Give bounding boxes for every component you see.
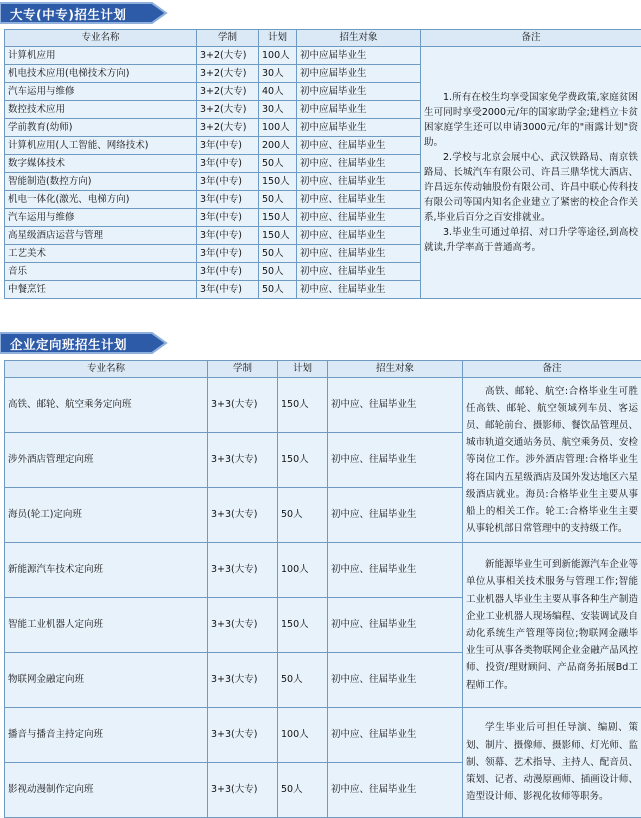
cell-target: 初中应、往届毕业生 bbox=[297, 263, 421, 281]
cell-duration: 3+2(大专) bbox=[197, 65, 259, 83]
cell-duration: 3+3(大专) bbox=[208, 433, 278, 488]
header-notes: 备注 bbox=[463, 361, 641, 378]
cell-duration: 3年(中专) bbox=[197, 137, 259, 155]
cell-major: 机电一体化(激光、电梯方向) bbox=[5, 191, 197, 209]
header-notes: 备注 bbox=[421, 30, 641, 47]
table-row bbox=[5, 543, 641, 598]
cell-duration: 3+3(大专) bbox=[208, 378, 278, 433]
cell-plan: 50人 bbox=[259, 155, 297, 173]
section2-banner bbox=[0, 332, 170, 354]
cell-duration: 3+2(大专) bbox=[197, 83, 259, 101]
cell-target: 初中应、往届毕业生 bbox=[328, 543, 463, 598]
section1-title: 大专(中专)招生计划 bbox=[10, 5, 126, 23]
cell-target: 初中应、往届毕业生 bbox=[328, 598, 463, 653]
cell-target: 初中应、往届毕业生 bbox=[297, 137, 421, 155]
cell-plan: 150人 bbox=[259, 209, 297, 227]
header-duration: 学制 bbox=[208, 361, 278, 378]
cell-target: 初中应届毕业生 bbox=[297, 83, 421, 101]
cell-duration: 3+2(大专) bbox=[197, 47, 259, 65]
cell-duration: 3+2(大专) bbox=[197, 119, 259, 137]
cell-target: 初中应、往届毕业生 bbox=[297, 245, 421, 263]
cell-major: 智能制造(数控方向) bbox=[5, 173, 197, 191]
cell-plan: 50人 bbox=[259, 263, 297, 281]
note-paragraph: 2.学校与北京会展中心、武汉铁路局、南京铁路局、长城汽车有限公司、许昌三鼎华忧大酒店、许昌远东传动轴股份有限公司、许昌中联心传科技有限公司等国内知名企业建立了紧密的校企合作关系,毕业后百分之百安排就业。 bbox=[424, 150, 638, 225]
cell-target: 初中应、往届毕业生 bbox=[297, 173, 421, 191]
cell-target: 初中应、往届毕业生 bbox=[297, 227, 421, 245]
cell-major: 计算机应用(人工智能、网络技术) bbox=[5, 137, 197, 155]
cell-major: 影视动漫制作定向班 bbox=[5, 763, 208, 818]
cell-major: 工艺美术 bbox=[5, 245, 197, 263]
header-target: 招生对象 bbox=[328, 361, 463, 378]
cell-target: 初中应、往届毕业生 bbox=[328, 708, 463, 763]
cell-plan: 50人 bbox=[259, 281, 297, 299]
cell-plan: 30人 bbox=[259, 65, 297, 83]
note-paragraph: 1.所有在校生均享受国家免学费政策,家庭贫困生可同时享受2000元/年的国家助学金;建档立卡贫困家庭学生还可以申请3000元/年的"雨露计划"资助。 bbox=[424, 90, 638, 150]
cell-duration: 3+3(大专) bbox=[208, 543, 278, 598]
cell-target: 初中应届毕业生 bbox=[297, 101, 421, 119]
cell-plan: 150人 bbox=[278, 433, 328, 488]
header-major: 专业名称 bbox=[5, 30, 197, 47]
section1-table bbox=[4, 29, 641, 299]
cell-target: 初中应、往届毕业生 bbox=[297, 281, 421, 299]
cell-major: 高星级酒店运营与管理 bbox=[5, 227, 197, 245]
cell-duration: 3年(中专) bbox=[197, 155, 259, 173]
cell-duration: 3年(中专) bbox=[197, 191, 259, 209]
cell-plan: 100人 bbox=[278, 708, 328, 763]
cell-plan: 150人 bbox=[278, 378, 328, 433]
cell-plan: 100人 bbox=[259, 119, 297, 137]
header-target: 招生对象 bbox=[297, 30, 421, 47]
cell-major: 高铁、邮轮、航空乘务定向班 bbox=[5, 378, 208, 433]
table-header-row bbox=[5, 30, 641, 47]
cell-major: 智能工业机器人定向班 bbox=[5, 598, 208, 653]
section1-banner bbox=[0, 2, 170, 24]
header-plan: 计划 bbox=[259, 30, 297, 47]
cell-plan: 50人 bbox=[278, 653, 328, 708]
cell-plan: 50人 bbox=[278, 763, 328, 818]
cell-plan: 150人 bbox=[259, 173, 297, 191]
cell-duration: 3年(中专) bbox=[197, 209, 259, 227]
section2-title: 企业定向班招生计划 bbox=[10, 335, 127, 353]
table-header-row bbox=[5, 361, 641, 378]
cell-major: 物联网金融定向班 bbox=[5, 653, 208, 708]
cell-target: 初中应届毕业生 bbox=[297, 47, 421, 65]
cell-major: 计算机应用 bbox=[5, 47, 197, 65]
cell-duration: 3+3(大专) bbox=[208, 708, 278, 763]
note-paragraph: 3.毕业生可通过单招、对口升学等途径,到高校就读,升学率高于普通高考。 bbox=[424, 225, 638, 255]
section1-notes bbox=[421, 47, 641, 299]
cell-major: 汽车运用与维修 bbox=[5, 83, 197, 101]
cell-target: 初中应、往届毕业生 bbox=[297, 191, 421, 209]
cell-major: 播音与播音主持定向班 bbox=[5, 708, 208, 763]
cell-duration: 3年(中专) bbox=[197, 263, 259, 281]
cell-duration: 3+2(大专) bbox=[197, 101, 259, 119]
cell-major: 机电技术应用(电梯技术方向) bbox=[5, 65, 197, 83]
cell-plan: 50人 bbox=[259, 191, 297, 209]
cell-target: 初中应、往届毕业生 bbox=[297, 209, 421, 227]
table-row bbox=[5, 708, 641, 763]
section2-table bbox=[4, 360, 641, 818]
cell-duration: 3年(中专) bbox=[197, 227, 259, 245]
cell-plan: 200人 bbox=[259, 137, 297, 155]
header-plan: 计划 bbox=[278, 361, 328, 378]
cell-target: 初中应、往届毕业生 bbox=[328, 763, 463, 818]
cell-major: 海员(轮工)定向班 bbox=[5, 488, 208, 543]
cell-plan: 100人 bbox=[278, 543, 328, 598]
section2-notes-group2: 新能源毕业生可到新能源汽车企业等单位从事相关技术服务与管理工作;智能工业机器人毕业生主要从事各种生产制造企业工业机器人现场编程、安装调试及自动化系统生产管理等岗位;物联网金融毕业生可从事各类物联网企业金融产品风控师、投资/理财顾问、产品商务拓展Bd工程师工作。 bbox=[463, 543, 641, 708]
table-row bbox=[5, 378, 641, 433]
table-row bbox=[5, 47, 641, 65]
cell-major: 数字媒体技术 bbox=[5, 155, 197, 173]
cell-duration: 3+3(大专) bbox=[208, 653, 278, 708]
cell-duration: 3年(中专) bbox=[197, 281, 259, 299]
cell-target: 初中应、往届毕业生 bbox=[328, 378, 463, 433]
header-duration: 学制 bbox=[197, 30, 259, 47]
cell-major: 新能源汽车技术定向班 bbox=[5, 543, 208, 598]
cell-major: 汽车运用与维修 bbox=[5, 209, 197, 227]
section2-notes-group1: 高铁、邮轮、航空:合格毕业生可胜任高铁、邮轮、航空领域列车员、客运员、邮轮前台、摄影师、餐饮品管理员、城市轨道交通站务员、航空乘务员、安检等岗位工作。涉外酒店管理:合格毕业生将在国内五星级酒店及国外发达地区六星级酒店就业。海员:合格毕业生主要从事船上的相关工作。轮工:合格毕业生主要从事轮机部日常管理中的支持级工作。 bbox=[463, 378, 641, 543]
cell-plan: 40人 bbox=[259, 83, 297, 101]
cell-plan: 100人 bbox=[259, 47, 297, 65]
cell-duration: 3+3(大专) bbox=[208, 598, 278, 653]
cell-target: 初中应届毕业生 bbox=[297, 119, 421, 137]
cell-major: 数控技术应用 bbox=[5, 101, 197, 119]
header-major: 专业名称 bbox=[5, 361, 208, 378]
cell-duration: 3年(中专) bbox=[197, 245, 259, 263]
cell-plan: 150人 bbox=[278, 598, 328, 653]
cell-major: 涉外酒店管理定向班 bbox=[5, 433, 208, 488]
cell-target: 初中应、往届毕业生 bbox=[297, 155, 421, 173]
cell-plan: 50人 bbox=[259, 245, 297, 263]
cell-duration: 3+3(大专) bbox=[208, 488, 278, 543]
cell-plan: 30人 bbox=[259, 101, 297, 119]
cell-target: 初中应、往届毕业生 bbox=[328, 653, 463, 708]
cell-target: 初中应、往届毕业生 bbox=[328, 488, 463, 543]
cell-major: 学前教育(幼师) bbox=[5, 119, 197, 137]
cell-plan: 50人 bbox=[278, 488, 328, 543]
section2-notes-group3: 学生毕业后可担任导演、编剧、策划、制片、摄像师、摄影师、灯光师、监制、领幕、艺术指导、主持人、配音员、策划、记者、动漫原画师、插画设计师、造型设计师、影视化妆师等职务。 bbox=[463, 708, 641, 818]
cell-plan: 150人 bbox=[259, 227, 297, 245]
cell-major: 音乐 bbox=[5, 263, 197, 281]
cell-major: 中餐烹饪 bbox=[5, 281, 197, 299]
cell-target: 初中应届毕业生 bbox=[297, 65, 421, 83]
cell-duration: 3年(中专) bbox=[197, 173, 259, 191]
cell-target: 初中应、往届毕业生 bbox=[328, 433, 463, 488]
cell-duration: 3+3(大专) bbox=[208, 763, 278, 818]
